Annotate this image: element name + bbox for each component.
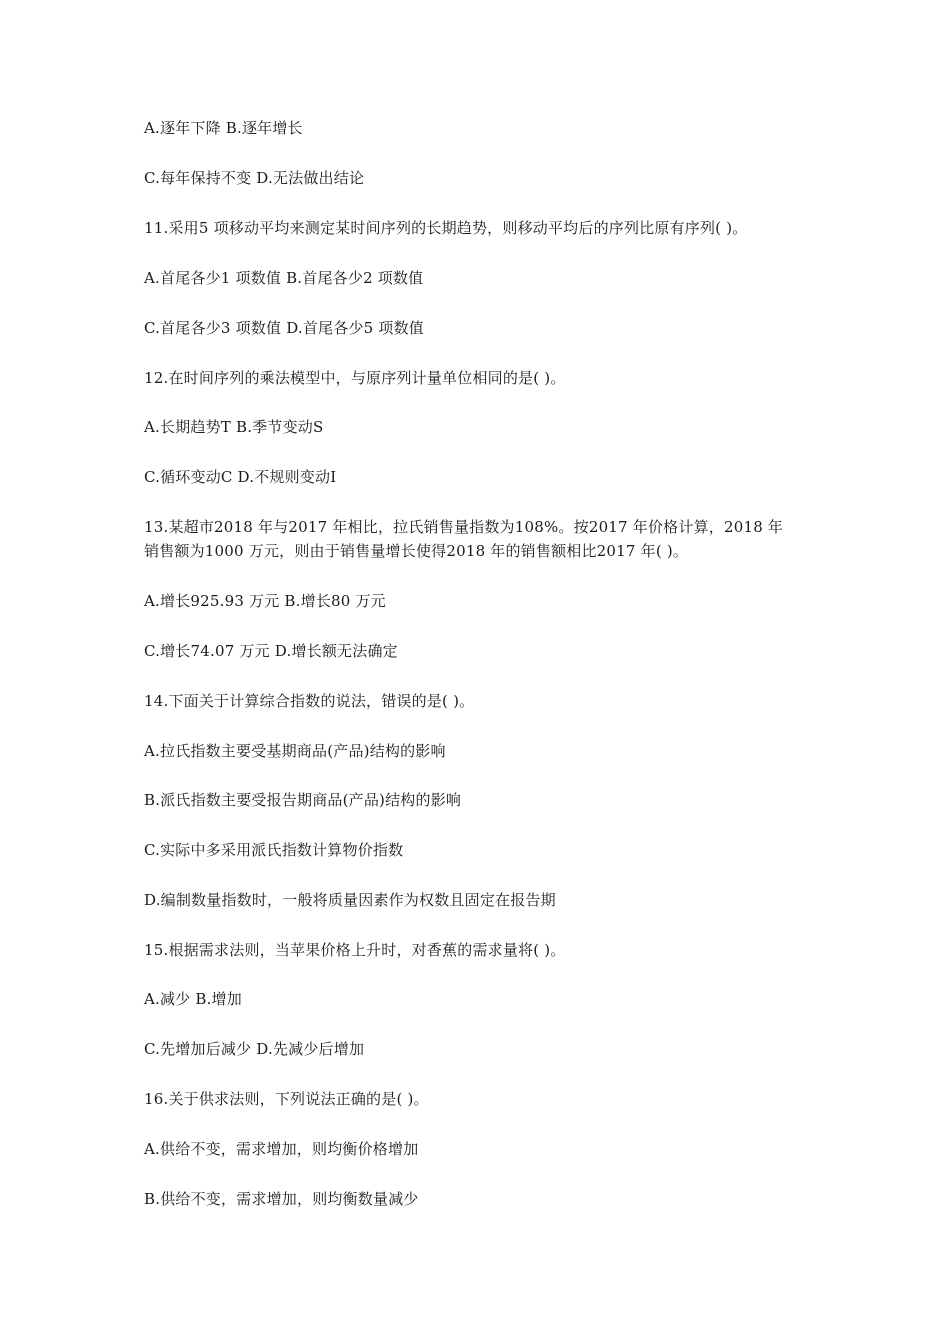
- option-14-b: B.派氏指数主要受报告期商品(产品)结构的影响: [144, 791, 462, 809]
- option-line-11-ab: A.首尾各少1 项数值 B.首尾各少2 项数值: [144, 269, 424, 287]
- question-15: 15.根据需求法则，当苹果价格上升时，对香蕉的需求量将( )。: [144, 941, 566, 959]
- question-12: 12.在时间序列的乘法模型中，与原序列计量单位相同的是( )。: [144, 369, 566, 387]
- option-line-13-cd: C.增长74.07 万元 D.增长额无法确定: [144, 642, 398, 660]
- option-16-a: A.供给不变，需求增加，则均衡价格增加: [144, 1140, 419, 1158]
- option-line-12-cd: C.循环变动C D.不规则变动I: [144, 468, 337, 486]
- option-line-10-ab: A.逐年下降 B.逐年增长: [144, 119, 303, 137]
- option-line-12-ab: A.长期趋势T B.季节变动S: [144, 418, 324, 436]
- option-16-b: B.供给不变，需求增加，则均衡数量减少: [144, 1190, 419, 1208]
- option-14-c: C.实际中多采用派氏指数计算物价指数: [144, 841, 404, 859]
- question-13-line-1: 13.某超市2018 年与2017 年相比，拉氏销售量指数为108%。按2017 年价格计算，2018 年: [144, 518, 784, 536]
- option-line-10-cd: C.每年保持不变 D.无法做出结论: [144, 169, 365, 187]
- question-16: 16.关于供求法则，下列说法正确的是( )。: [144, 1090, 429, 1108]
- option-line-13-ab: A.增长925.93 万元 B.增长80 万元: [144, 592, 386, 610]
- option-14-a: A.拉氏指数主要受基期商品(产品)结构的影响: [144, 742, 446, 760]
- option-line-15-cd: C.先增加后减少 D.先减少后增加: [144, 1040, 365, 1058]
- question-14: 14.下面关于计算综合指数的说法，错误的是( )。: [144, 692, 475, 710]
- option-line-11-cd: C.首尾各少3 项数值 D.首尾各少5 项数值: [144, 319, 424, 337]
- question-13-line-2: 销售额为1000 万元，则由于销售量增长使得2018 年的销售额相比2017 年( )。: [144, 542, 689, 560]
- option-14-d: D.编制数量指数时，一般将质量因素作为权数且固定在报告期: [144, 891, 556, 909]
- question-11: 11.采用5 项移动平均来测定某时间序列的长期趋势，则移动平均后的序列比原有序列( )。: [144, 219, 748, 237]
- option-line-15-ab: A.减少 B.增加: [144, 990, 242, 1008]
